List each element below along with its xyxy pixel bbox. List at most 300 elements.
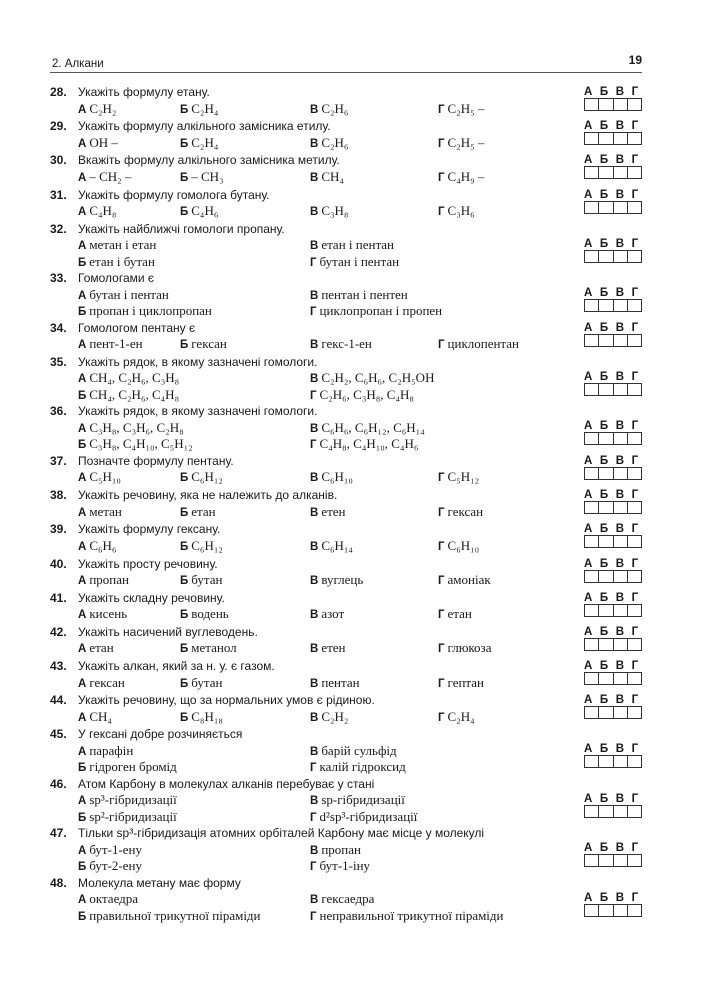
answer-option[interactable] — [438, 101, 484, 119]
answer-option[interactable] — [310, 387, 414, 405]
answer-cells — [584, 904, 642, 917]
option-text: барій сульфід — [321, 742, 397, 758]
answer-cell-v[interactable] — [614, 806, 628, 817]
answer-grid — [584, 743, 642, 768]
answer-option[interactable] — [438, 135, 484, 153]
answer-cell-b[interactable] — [599, 673, 613, 684]
answer-option[interactable] — [180, 606, 229, 624]
answer-grid — [584, 793, 642, 818]
answer-cell-v[interactable] — [614, 468, 628, 479]
question-number: 41. — [50, 590, 67, 605]
answer-cell-v[interactable] — [614, 433, 628, 444]
option-text: C₄H₈, C₄H₁₀, C₄H₆ — [319, 436, 419, 452]
answer-grid — [584, 86, 642, 111]
option-letter: Б — [180, 575, 189, 587]
answer-cell-a[interactable] — [585, 167, 599, 178]
option-text: гептан — [447, 674, 484, 690]
answer-grid — [584, 455, 642, 480]
question-35 — [50, 354, 642, 404]
options-row — [50, 387, 642, 404]
option-text: бутан — [191, 674, 223, 690]
answer-cell-g[interactable] — [628, 536, 641, 547]
answer-cell-a[interactable] — [585, 384, 599, 395]
option-letter: Б — [180, 711, 189, 724]
answer-cell-g[interactable] — [628, 905, 641, 916]
answer-letters: А Б В Г — [584, 557, 641, 570]
answer-cell-b[interactable] — [599, 855, 613, 866]
answer-option[interactable] — [438, 640, 491, 658]
answer-letters: А Б В Г — [584, 321, 641, 334]
answer-cell-v[interactable] — [614, 251, 628, 262]
answer-cells — [584, 383, 642, 396]
option-letter: В — [310, 609, 319, 622]
option-text: C₂H₅ – — [447, 100, 485, 116]
answer-option[interactable] — [78, 759, 177, 777]
option-text: – CH₃ — [191, 168, 224, 184]
answer-option[interactable] — [180, 538, 223, 556]
option-text: етен — [321, 503, 346, 519]
answer-option[interactable] — [438, 572, 491, 590]
answer-cells — [584, 854, 642, 867]
answer-grid — [584, 189, 642, 214]
option-letter: Г — [438, 206, 445, 219]
question-line — [50, 487, 642, 504]
answer-cells — [584, 570, 642, 583]
answer-cell-a[interactable] — [585, 571, 599, 582]
answer-letters: А Б В Г — [584, 891, 641, 904]
answer-cell-v[interactable] — [614, 133, 628, 144]
answer-cell-a[interactable] — [585, 673, 599, 684]
answer-letters: А Б В Г — [584, 370, 641, 383]
question-line — [50, 658, 642, 675]
answer-letters: А Б В Г — [584, 842, 641, 855]
answer-cell-b[interactable] — [599, 536, 613, 547]
answer-option[interactable] — [310, 254, 399, 272]
answer-cell-b[interactable] — [599, 335, 613, 346]
answer-option[interactable] — [78, 135, 118, 153]
answer-cell-b[interactable] — [599, 300, 613, 311]
question-text: Укажіть насичений вуглеводень. — [78, 624, 258, 639]
answer-option[interactable] — [310, 101, 348, 119]
answer-grid — [584, 322, 642, 347]
answer-cell-a[interactable] — [585, 335, 599, 346]
question-number: 47. — [50, 826, 67, 841]
question-text: Укажіть рядок, в якому зазначені гомологи. — [78, 354, 318, 369]
answer-option[interactable] — [180, 101, 218, 119]
options-row — [50, 759, 642, 776]
option-text: CH₄, C₂H₆, C₄H₈ — [89, 386, 180, 402]
answer-option[interactable] — [78, 640, 114, 658]
question-number: 39. — [50, 522, 67, 537]
option-text: циклопентан — [447, 336, 519, 352]
options-row — [50, 203, 642, 220]
option-letter: Б — [180, 506, 189, 519]
option-letter: В — [310, 745, 319, 758]
answer-option[interactable] — [78, 504, 122, 522]
answer-option[interactable] — [438, 504, 483, 522]
answer-option[interactable] — [438, 336, 519, 354]
answer-grid — [584, 660, 642, 685]
answer-cells — [584, 432, 642, 445]
question-number: 45. — [50, 727, 67, 742]
answer-cell-b[interactable] — [599, 502, 613, 513]
answer-cell-a[interactable] — [585, 605, 599, 616]
answer-option[interactable] — [78, 303, 212, 321]
option-text: C₃H₈, C₃H₆, C₂H₈ — [89, 419, 184, 435]
answer-option[interactable] — [310, 908, 504, 926]
answer-cell-v[interactable] — [614, 673, 628, 684]
question-text: Укажіть формулу гексану. — [78, 522, 221, 537]
answer-option[interactable] — [78, 572, 129, 590]
answer-cell-g[interactable] — [628, 756, 641, 767]
answer-option[interactable] — [310, 287, 408, 305]
answer-cell-a[interactable] — [585, 806, 599, 817]
answer-cell-v[interactable] — [614, 639, 628, 650]
answer-option[interactable] — [180, 504, 216, 522]
answer-option[interactable] — [310, 203, 348, 221]
option-text: амоніак — [447, 572, 491, 587]
answer-cell-g[interactable] — [628, 855, 641, 866]
answer-option[interactable] — [310, 842, 361, 860]
answer-cells — [584, 299, 642, 312]
answer-option[interactable] — [78, 792, 177, 810]
answer-cell-g[interactable] — [628, 99, 641, 110]
answer-cell-v[interactable] — [614, 855, 628, 866]
question-number: 31. — [50, 187, 67, 202]
option-text: пентан і пентен — [321, 286, 408, 302]
answer-cell-g[interactable] — [628, 133, 641, 144]
options-row — [50, 606, 642, 623]
answer-option[interactable] — [78, 908, 261, 926]
answer-option[interactable] — [78, 675, 125, 693]
answer-cell-b[interactable] — [599, 571, 613, 582]
answer-cells — [584, 98, 642, 111]
answer-cells — [584, 638, 642, 651]
answer-option[interactable] — [310, 420, 425, 438]
option-text: C₆H₁₂ — [191, 469, 223, 485]
answer-cell-g[interactable] — [628, 707, 641, 718]
question-41 — [50, 590, 642, 624]
answer-option[interactable] — [310, 436, 418, 454]
option-letter: В — [310, 339, 319, 352]
answer-cell-b[interactable] — [599, 133, 613, 144]
answer-cell-b[interactable] — [599, 639, 613, 650]
answer-cell-a[interactable] — [585, 707, 599, 718]
option-letter: Б — [180, 339, 189, 352]
question-47 — [50, 825, 642, 875]
answer-option[interactable] — [310, 759, 406, 777]
answer-option[interactable] — [310, 640, 346, 658]
question-text: Укажіть формулу алкільного замісника етилу. — [78, 119, 331, 134]
option-text: C₆H₁₄ — [321, 537, 353, 553]
answer-cell-b[interactable] — [599, 99, 613, 110]
answer-option[interactable] — [310, 858, 370, 876]
answer-cell-g[interactable] — [628, 202, 641, 213]
option-text: гексаедра — [321, 891, 375, 907]
question-text: Укажіть просту речовину. — [78, 556, 218, 571]
answer-option[interactable] — [78, 387, 179, 405]
answer-cell-g[interactable] — [628, 571, 641, 582]
answer-option[interactable] — [310, 370, 434, 388]
answer-option[interactable] — [180, 640, 237, 658]
answer-option[interactable] — [78, 101, 116, 119]
options-row — [50, 743, 642, 760]
question-number: 43. — [50, 659, 67, 674]
answer-option[interactable] — [438, 469, 479, 487]
answer-cell-a[interactable] — [585, 855, 599, 866]
option-letter: В — [310, 472, 319, 485]
answer-cell-v[interactable] — [614, 335, 628, 346]
answer-option[interactable] — [78, 858, 142, 876]
answer-option[interactable] — [78, 743, 133, 761]
option-letter: Б — [78, 811, 87, 824]
option-text: C₆H₁₂ — [191, 537, 223, 553]
answer-cell-v[interactable] — [614, 605, 628, 616]
question-line — [50, 221, 642, 238]
answer-option[interactable] — [78, 420, 184, 438]
option-letter: Б — [180, 677, 189, 690]
option-letter: Г — [310, 762, 317, 775]
answer-cell-g[interactable] — [628, 251, 641, 262]
question-46 — [50, 776, 642, 826]
options-row — [50, 572, 642, 589]
answer-cell-a[interactable] — [585, 202, 599, 213]
answer-cell-a[interactable] — [585, 756, 599, 767]
answer-option[interactable] — [310, 237, 394, 255]
answer-option[interactable] — [180, 709, 223, 727]
answer-cell-g[interactable] — [628, 335, 641, 346]
option-text: C₆H₆ — [89, 537, 117, 553]
answer-option[interactable] — [438, 203, 475, 221]
answer-letters: А Б В Г — [584, 154, 641, 167]
option-text: гідроген бромід — [89, 759, 177, 775]
answer-option[interactable] — [78, 370, 179, 388]
answer-letters: А Б В Г — [584, 591, 641, 604]
answer-option[interactable] — [310, 809, 417, 827]
answer-option[interactable] — [78, 809, 177, 827]
answer-option[interactable] — [180, 469, 223, 487]
answer-cell-a[interactable] — [585, 133, 599, 144]
answer-cell-b[interactable] — [599, 433, 613, 444]
page-header — [50, 53, 642, 73]
answer-cell-a[interactable] — [585, 536, 599, 547]
question-text: Молекула метану має форму — [78, 875, 241, 890]
answer-option[interactable] — [310, 792, 405, 810]
answer-cell-b[interactable] — [599, 756, 613, 767]
answer-option[interactable] — [438, 606, 472, 624]
answer-cell-b[interactable] — [599, 384, 613, 395]
answer-cell-v[interactable] — [614, 167, 628, 178]
answer-cell-g[interactable] — [628, 605, 641, 616]
question-number: 46. — [50, 776, 67, 791]
answer-option[interactable] — [310, 538, 353, 556]
answer-option[interactable] — [78, 336, 143, 354]
answer-cell-v[interactable] — [614, 536, 628, 547]
answer-cell-g[interactable] — [628, 384, 641, 395]
option-text: C₂H₂, C₆H₆, C₂H₅OH — [321, 370, 435, 386]
answer-cell-b[interactable] — [599, 167, 613, 178]
option-letter: А — [78, 677, 87, 690]
answer-cell-a[interactable] — [585, 905, 599, 916]
answer-cell-b[interactable] — [599, 605, 613, 616]
option-letter: Г — [310, 811, 317, 824]
option-letter: Б — [180, 103, 189, 116]
option-text: правильної трикутної піраміди — [89, 907, 261, 923]
answer-option[interactable] — [78, 436, 193, 454]
option-text: пропан і циклопропан — [89, 303, 212, 319]
option-letter: А — [78, 575, 87, 587]
answer-cell-b[interactable] — [599, 707, 613, 718]
answer-option[interactable] — [78, 842, 142, 860]
answer-option[interactable] — [310, 169, 344, 187]
question-48 — [50, 875, 642, 925]
answer-option[interactable] — [180, 572, 222, 590]
question-line — [50, 521, 642, 538]
options-row — [50, 135, 642, 152]
answer-cell-v[interactable] — [614, 756, 628, 767]
answer-option[interactable] — [78, 891, 138, 909]
answer-option[interactable] — [78, 709, 112, 727]
option-text: CH₄ — [89, 708, 112, 724]
answer-cell-a[interactable] — [585, 300, 599, 311]
option-letter: А — [78, 795, 87, 808]
option-text: C₅H₁₀ — [89, 469, 121, 485]
answer-option[interactable] — [78, 606, 127, 624]
answer-cell-g[interactable] — [628, 167, 641, 178]
answer-cell-v[interactable] — [614, 99, 628, 110]
answer-cell-a[interactable] — [585, 251, 599, 262]
options-row — [50, 709, 642, 726]
answer-cell-a[interactable] — [585, 99, 599, 110]
answer-option[interactable] — [310, 303, 442, 321]
options-row — [50, 809, 642, 826]
answer-option[interactable] — [310, 891, 374, 909]
answer-option[interactable] — [438, 709, 475, 727]
answer-cell-v[interactable] — [614, 384, 628, 395]
options-row — [50, 908, 642, 925]
answer-cell-g[interactable] — [628, 673, 641, 684]
answer-cell-a[interactable] — [585, 639, 599, 650]
answer-cell-g[interactable] — [628, 806, 641, 817]
answer-option[interactable] — [180, 135, 218, 153]
option-text: етен — [321, 640, 346, 656]
answer-cell-g[interactable] — [628, 433, 641, 444]
option-letter: А — [78, 506, 87, 519]
answer-option[interactable] — [78, 203, 116, 221]
option-letter: Г — [310, 439, 317, 452]
answer-option[interactable] — [180, 336, 227, 354]
answer-cell-g[interactable] — [628, 502, 641, 513]
answer-option[interactable] — [78, 254, 155, 272]
option-letter: Г — [438, 540, 445, 553]
answer-option[interactable] — [78, 287, 169, 305]
answer-option[interactable] — [180, 675, 222, 693]
answer-option[interactable] — [180, 203, 218, 221]
question-38 — [50, 487, 642, 521]
option-text: пропан — [89, 572, 129, 587]
option-text: бутан — [191, 572, 223, 587]
option-text: парафін — [89, 742, 134, 758]
answer-cell-a[interactable] — [585, 433, 599, 444]
answer-cells — [584, 334, 642, 347]
answer-cell-b[interactable] — [599, 251, 613, 262]
answer-option[interactable] — [310, 336, 372, 354]
answer-option[interactable] — [78, 169, 131, 187]
answer-option[interactable] — [78, 538, 116, 556]
option-text: C₃H₈, C₄H₁₀, C₅H₁₂ — [89, 436, 193, 452]
option-letter: Г — [310, 306, 317, 319]
answer-cell-v[interactable] — [614, 571, 628, 582]
option-letter: А — [78, 171, 87, 184]
answer-option[interactable] — [310, 469, 353, 487]
answer-cell-b[interactable] — [599, 905, 613, 916]
answer-option[interactable] — [180, 169, 224, 187]
answer-cell-g[interactable] — [628, 468, 641, 479]
option-letter: В — [310, 540, 319, 553]
answer-cell-g[interactable] — [628, 639, 641, 650]
answer-cell-b[interactable] — [599, 202, 613, 213]
answer-option[interactable] — [438, 675, 484, 693]
option-text: C₂H₄ — [191, 134, 219, 150]
option-letter: Г — [438, 609, 445, 622]
answer-cell-a[interactable] — [585, 502, 599, 513]
answer-option[interactable] — [78, 469, 121, 487]
answer-cell-a[interactable] — [585, 468, 599, 479]
answer-cell-v[interactable] — [614, 905, 628, 916]
question-36 — [50, 403, 642, 453]
answer-grid — [584, 892, 642, 917]
answer-option[interactable] — [310, 572, 363, 590]
option-text: C₆H₆, C₆H₁₂, C₆H₁₄ — [321, 419, 425, 435]
question-29 — [50, 118, 642, 152]
answer-cell-v[interactable] — [614, 202, 628, 213]
answer-cell-b[interactable] — [599, 468, 613, 479]
answer-option[interactable] — [310, 606, 344, 624]
answer-option[interactable] — [310, 743, 397, 761]
answer-option[interactable] — [310, 709, 348, 727]
answer-cell-v[interactable] — [614, 707, 628, 718]
answer-option[interactable] — [310, 675, 360, 693]
option-letter: Г — [438, 711, 445, 724]
question-43 — [50, 658, 642, 692]
answer-cell-v[interactable] — [614, 502, 628, 513]
option-text: етан — [447, 606, 472, 622]
answer-option[interactable] — [438, 169, 484, 187]
option-letter: Г — [438, 643, 445, 656]
question-text: Укажіть речовину, що за нормальних умов є рідиною. — [78, 693, 375, 708]
answer-cell-v[interactable] — [614, 300, 628, 311]
option-text: азот — [321, 606, 345, 622]
option-letter: Б — [180, 472, 189, 485]
option-letter: Г — [438, 677, 445, 690]
options-row — [50, 675, 642, 692]
option-letter: А — [78, 137, 87, 150]
option-letter: Б — [78, 910, 87, 923]
option-text: C₅H₁₂ — [447, 469, 480, 485]
answer-option[interactable] — [78, 237, 156, 255]
answer-cell-b[interactable] — [599, 806, 613, 817]
question-line — [50, 270, 642, 287]
option-letter: А — [78, 894, 87, 907]
question-text: Тільки sp³-гібридизація атомних орбіталей Карбону має місце у молекулі — [78, 826, 485, 841]
answer-option[interactable] — [438, 538, 479, 556]
answer-option[interactable] — [310, 504, 346, 522]
answer-grid — [584, 238, 642, 263]
option-letter: А — [78, 422, 87, 435]
question-line — [50, 403, 642, 420]
answer-option[interactable] — [310, 135, 348, 153]
answer-cell-g[interactable] — [628, 300, 641, 311]
